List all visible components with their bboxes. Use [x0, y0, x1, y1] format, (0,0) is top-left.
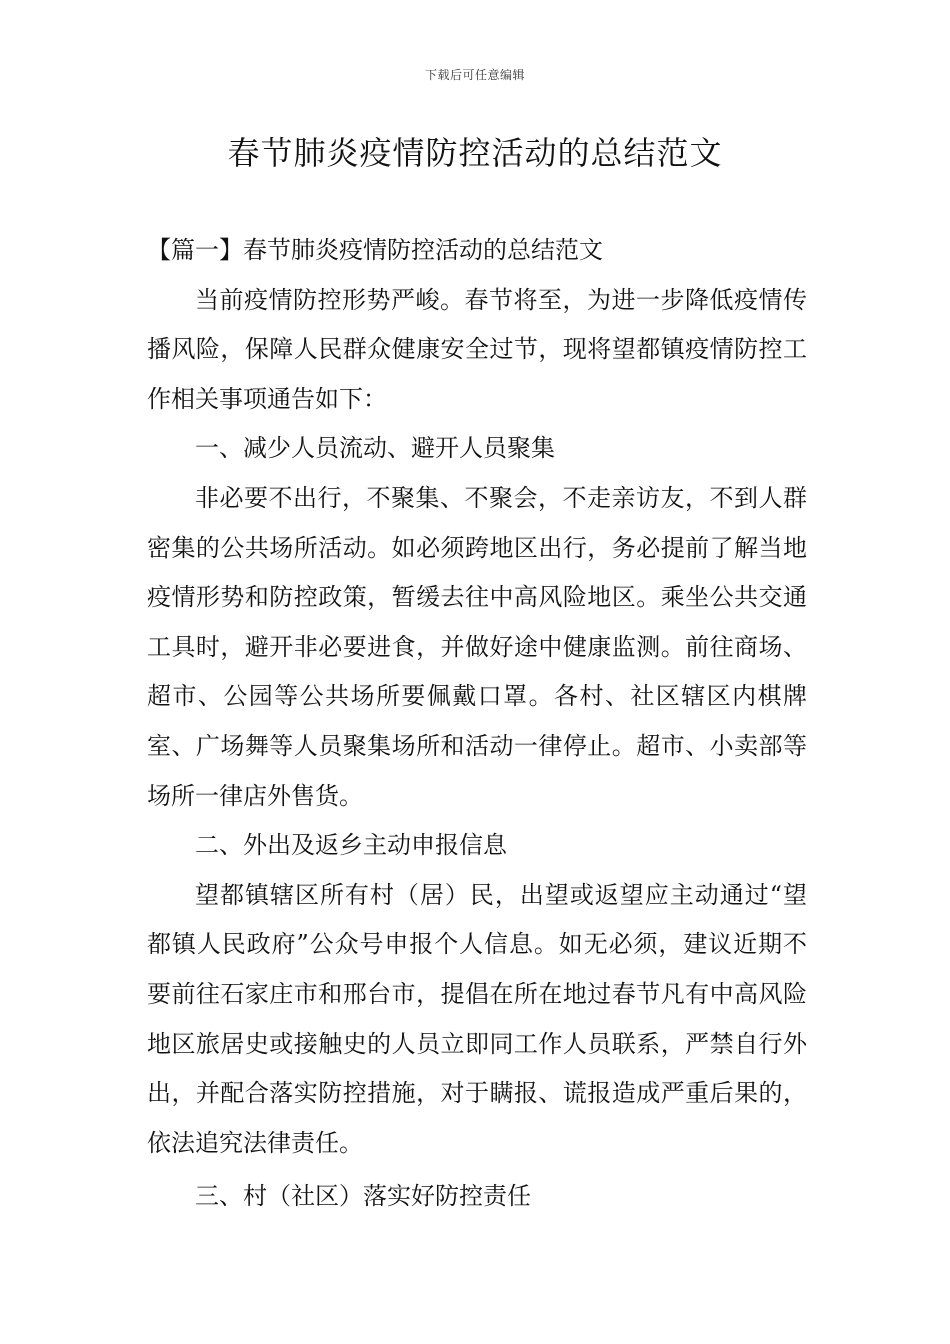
- section-heading-2: 二、外出及返乡主动申报信息: [195, 831, 507, 860]
- section-heading-3: 三、村（社区）落实好防控责任: [195, 1182, 531, 1211]
- section-paragraph-2: 望都镇辖区所有村（居）民，出望或返望应主动通过“望都镇人民政府”公众号申报个人信息。如无必须，建议近期不要前往石家庄市和邢台市，提倡在所在地过春节凡有中高风险地区旅居史或接触史的人员立即同工作人员联系，严禁自行外出，并配合落实防控措施，对于瞒报、谎报造成严重后果的，依法追究法律责任。: [147, 880, 807, 1157]
- header-note: 下载后可任意编辑: [424, 68, 525, 82]
- chapter-heading: 【篇一】春节肺炎疫情防控活动的总结范文: [147, 236, 603, 264]
- section-paragraph-1: 非必要不出行，不聚集、不聚会，不走亲访友，不到人群密集的公共场所活动。如必须跨地区出行，务必提前了解当地疫情形势和防控政策，暂缓去往中高风险地区。乘坐公共交通工具时，避开非必要进食，并做好途中健康监测。前往商场、超市、公园等公共场所要佩戴口罩。各村、社区辖区内棋牌室、广场舞等人员聚集场所和活动一律停止。超市、小卖部等场所一律店外售货。: [147, 483, 807, 810]
- document-body: [147, 226, 807, 1222]
- intro-paragraph: 当前疫情防控形势严峻。春节将至，为进一步降低疫情传播风险，保障人民群众健康安全过节，现将望都镇疫情防控工作相关事项通告如下：: [147, 285, 807, 413]
- document-title: 春节肺炎疫情防控活动的总结范文: [227, 134, 723, 172]
- section-heading-1: 一、减少人员流动、避开人员聚集: [195, 434, 555, 463]
